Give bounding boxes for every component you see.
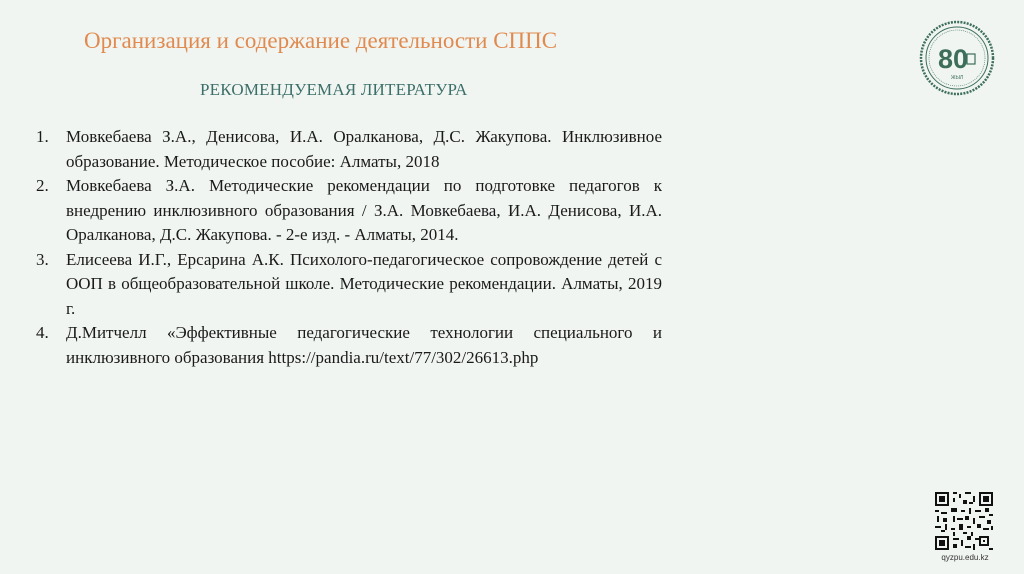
item-text: Мовкебаева З.А. Методические рекомендации по подготовке педагогов к внедрению инклюзивного образования / З.А. Мовкебаева, И.А. Денисова, И.А. Оралканова, Д.С. Жакупова. - 2-е изд. - Алматы, 2014.	[66, 176, 662, 244]
item-text: Мовкебаева З.А., Денисова, И.А. Оралканова, Д.С. Жакупова. Инклюзивное образование. Методическое пособие: Алматы, 2018	[66, 127, 662, 171]
list-item	[36, 125, 662, 174]
section-heading: РЕКОМЕНДУЕМАЯ ЛИТЕРАТУРА	[200, 80, 468, 99]
item-number: 2.	[36, 176, 49, 195]
reference-list	[36, 125, 662, 370]
list-item	[36, 174, 662, 248]
item-text: Д.Митчелл «Эффективные педагогические технологии специального и инклюзивного образования https://pandia.ru/text/77/302/26613.php	[66, 323, 662, 367]
website-url: qyzpu.edu.kz	[941, 553, 989, 562]
anniversary-seal-icon	[919, 20, 995, 96]
qr-code-icon	[935, 492, 993, 550]
list-item	[36, 248, 662, 322]
item-number: 3.	[36, 249, 49, 269]
list-item	[36, 321, 662, 370]
slide-title: Организация и содержание деятельности СППС	[84, 28, 558, 53]
logo-small-text: ЖЫЛ	[950, 75, 964, 81]
logo-number: 80	[937, 44, 969, 74]
item-text: Елисеева И.Г., Ерсарина А.К. Психолого-педагогическое сопровождение детей с ООП в общеобразовательной школе. Методические рекомендации. Алматы, 2019 г.	[66, 249, 662, 318]
item-number: 1.	[36, 127, 49, 146]
item-number: 4.	[36, 323, 49, 342]
